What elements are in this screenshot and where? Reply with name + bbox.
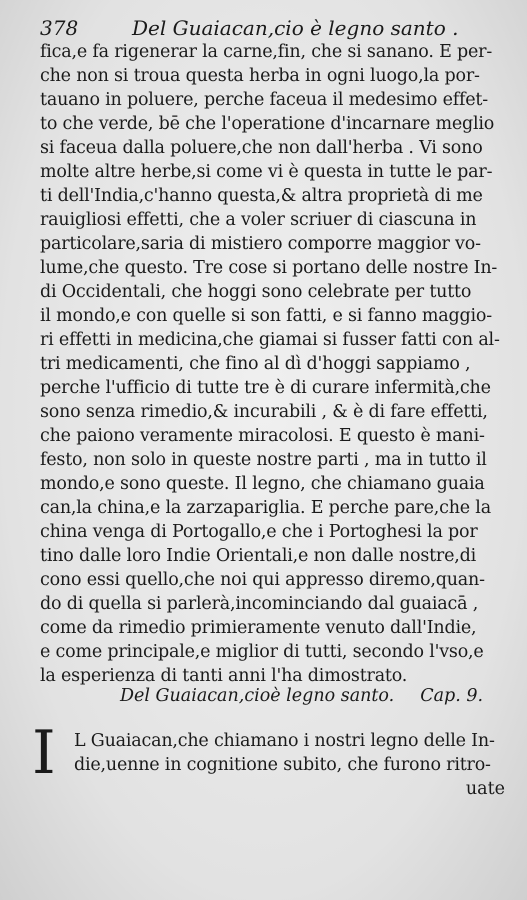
text-line: do di quella si parlerà,incominciando dal guaiacā , xyxy=(40,594,479,614)
drop-cap: I xyxy=(32,718,56,788)
text-line: tino dalle loro Indie Orientali,e non dalle nostre,di xyxy=(40,546,477,566)
text-line: si faceua dalla poluere,che non dall'herba . Vi sono xyxy=(40,138,483,158)
text-line: festo, non solo in queste nostre parti , ma in tutto il xyxy=(40,450,487,470)
text-line: can,la china,e la zarzapariglia. E perche pare,che la xyxy=(40,498,491,518)
running-header xyxy=(40,14,510,42)
text-line: come da rimedio primieramente venuto dall'Indie, xyxy=(40,618,477,638)
text-line: di Occidentali, che hoggi sono celebrate per tutto xyxy=(40,282,472,302)
text-line: rauigliosi effetti, che a voler scriuer di ciascuna in xyxy=(40,210,477,230)
catchword: uate xyxy=(465,779,505,799)
text-line: e come principale,e miglior di tutti, secondo l'vso,e xyxy=(40,642,484,662)
text-line: che non si troua questa herba in ogni luogo,la por- xyxy=(40,66,480,86)
page-number: 378 xyxy=(40,16,79,40)
text-line: tri medicamenti, che fino al dì d'hoggi sappiamo , xyxy=(40,354,471,374)
text-line: fica,e fa rigenerar la carne,fin, che si sanano. E per- xyxy=(40,42,493,62)
text-line: to che verde, bē che l'operatione d'incarnare meglio xyxy=(40,114,495,134)
text-line: la esperienza di tanti anni l'ha dimostrato. xyxy=(40,666,408,686)
text-line: sono senza rimedio,& incurabili , & è di fare effetti, xyxy=(40,402,488,422)
text-line: cono essi quello,che noi qui appresso diremo,quan- xyxy=(40,570,485,590)
text-line: ti dell'India,c'hanno questa,& altra proprietà di me xyxy=(40,186,483,206)
text-line: mondo,e sono queste. Il legno, che chiamano guaia xyxy=(40,474,485,494)
text-line: molte altre herbe,si come vi è questa in tutte le par- xyxy=(40,162,493,182)
chapter-label: Cap. 9. xyxy=(420,686,484,706)
text-line: die,uenne in cognitione subito, che furono ritro- xyxy=(74,755,491,775)
text-line: particolare,saria di mistiero comporre maggior vo- xyxy=(40,234,481,254)
text-line: tauano in poluere, perche faceua il medesimo effet- xyxy=(40,90,488,110)
chapter-title: Del Guaiacan,cioè legno santo. xyxy=(120,686,395,706)
running-title: Del Guaiacan,cio è legno santo . xyxy=(132,16,459,40)
text-line: che paiono veramente miracolosi. E questo è mani- xyxy=(40,426,485,446)
text-line: il mondo,e con quelle si son fatti, e si fanno maggio- xyxy=(40,306,492,326)
text-line: china venga di Portogallo,e che i Portoghesi la por xyxy=(40,522,478,542)
text-line: perche l'ufficio di tutte tre è di curare infermità,che xyxy=(40,378,491,398)
text-line: lume,che questo. Tre cose si portano delle nostre In- xyxy=(40,258,498,278)
text-line: ri effetti in medicina,che giamai si fusser fatti con al- xyxy=(40,330,500,350)
text-line: L Guaiacan,che chiamano i nostri legno delle In- xyxy=(74,731,495,751)
chapter-heading xyxy=(120,683,520,709)
